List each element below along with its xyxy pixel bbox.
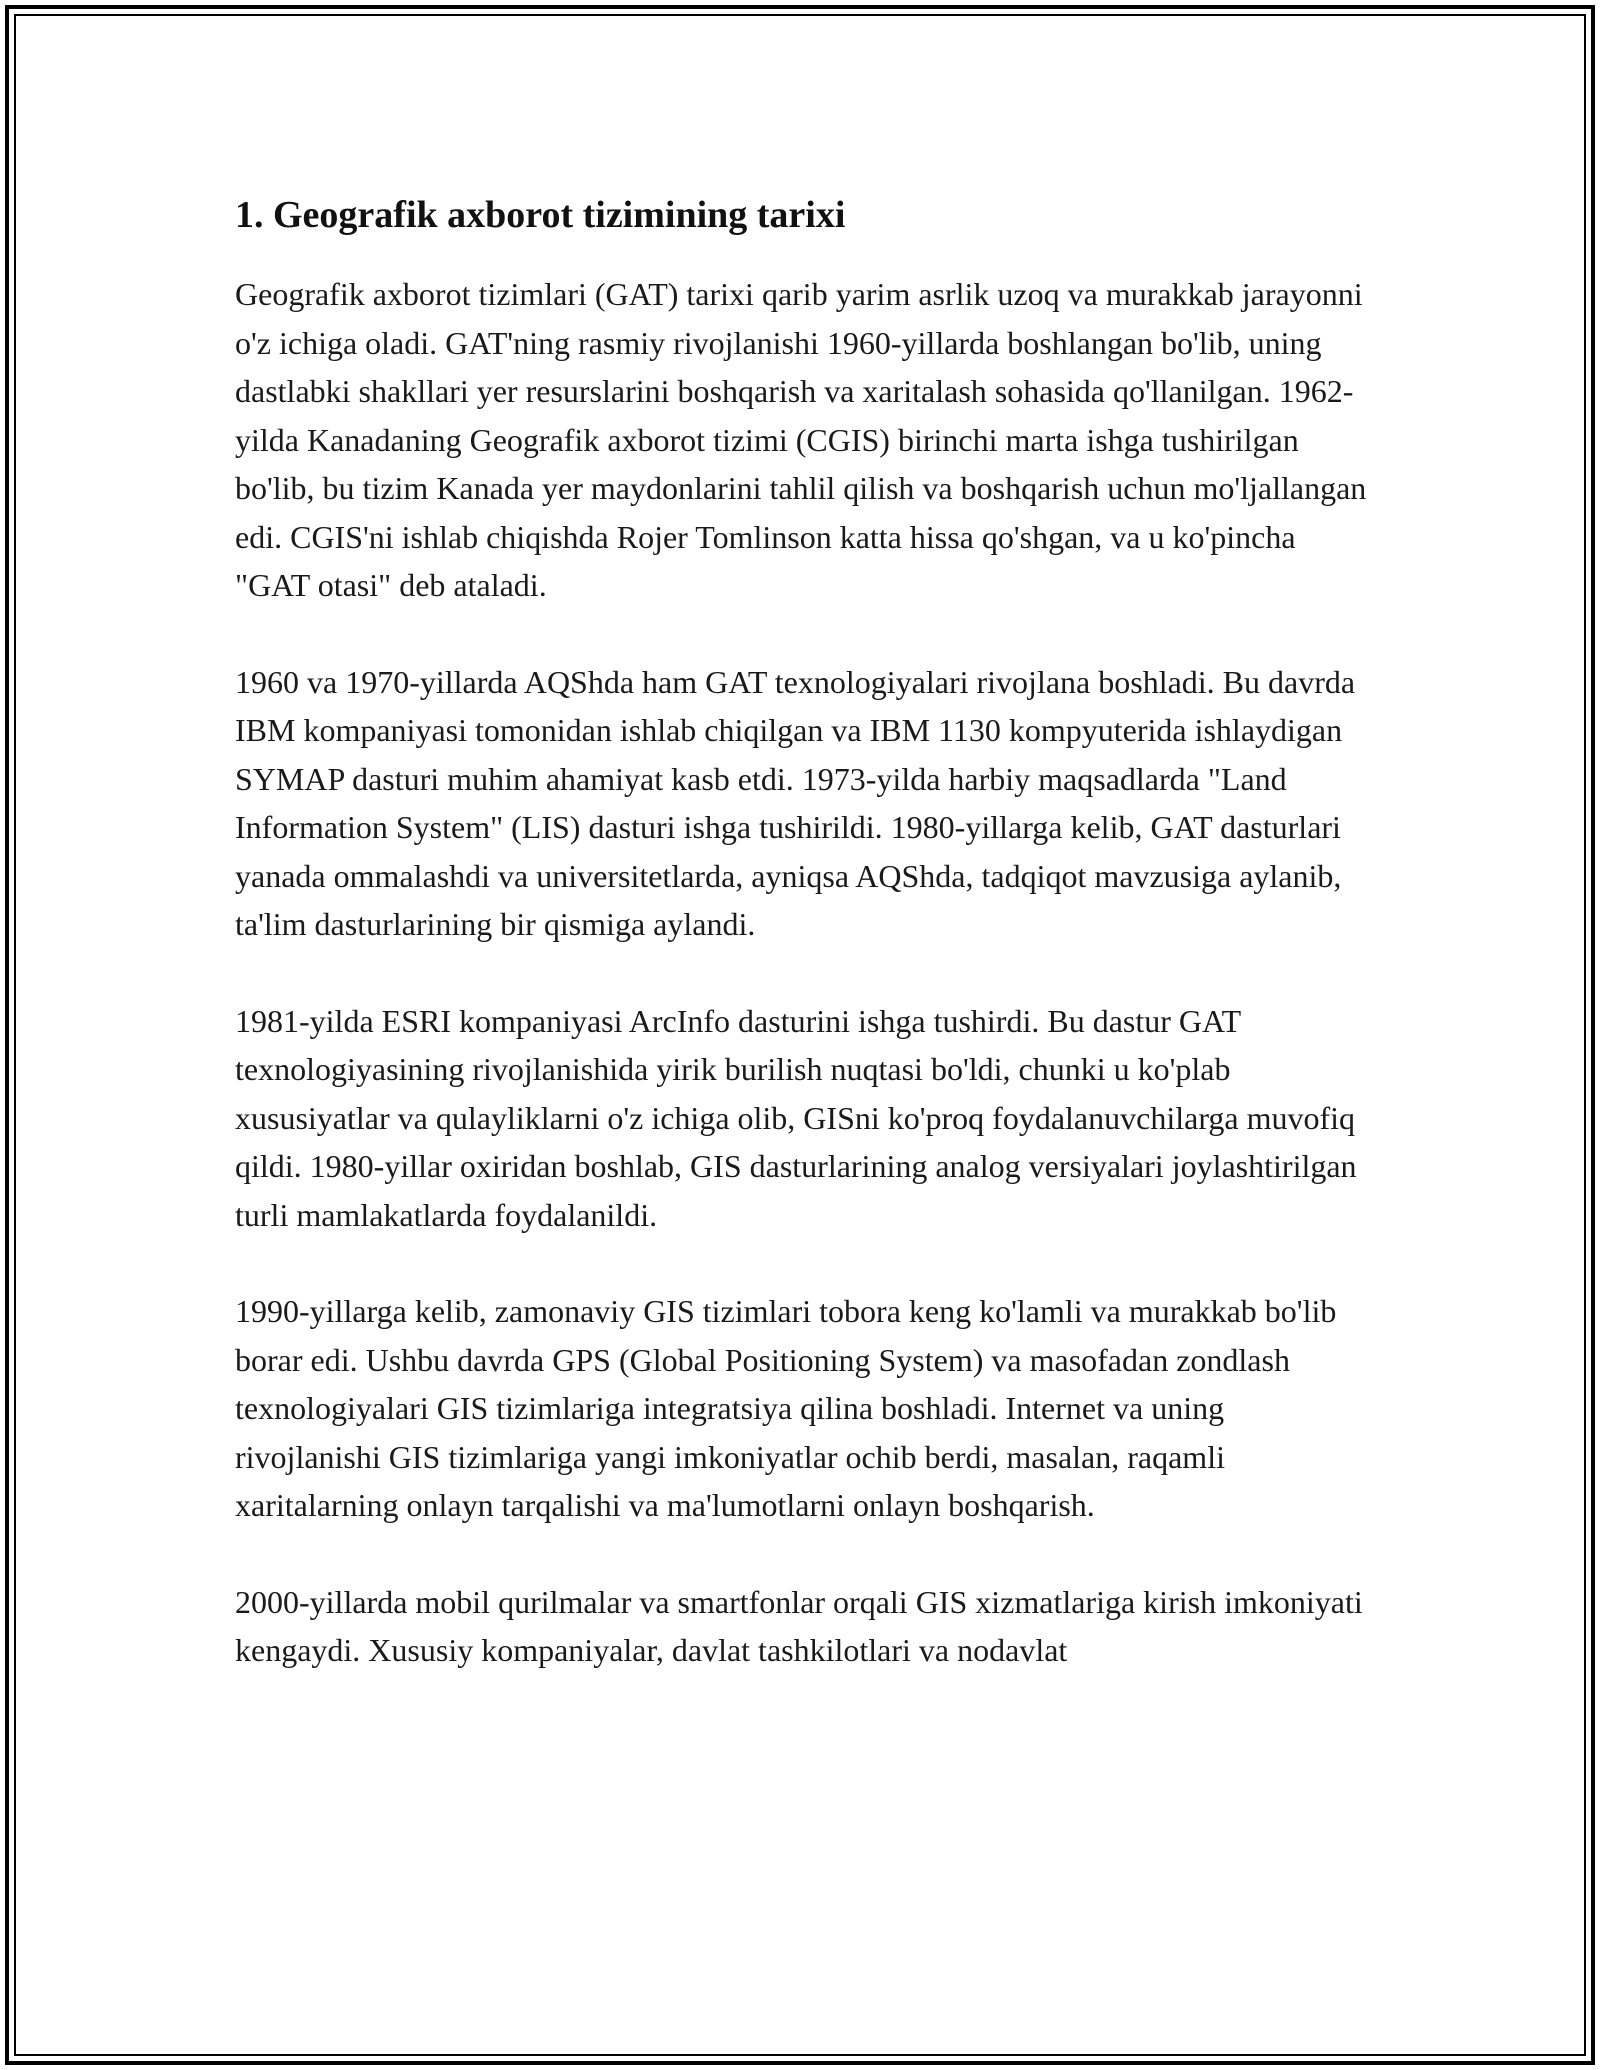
section-heading: 1. Geografik axborot tizimining tarixi: [235, 194, 846, 236]
paragraph-2: 1960 va 1970-yillarda AQShda ham GAT texnologiyalari rivojlana boshladi. Bu davrda IBM kompaniyasi tomonidan ishlab chiqilgan va IBM 1130 kompyuterida ishlaydigan SYMAP dasturi muhim ahamiyat kasb etdi. 1973-yilda harbiy maqsadlarda "Land Information System" (LIS) dasturi ishga tushirildi. 1980-yillarga kelib, GAT dasturlari yanada ommalashdi va universitetlarda, ayniqsa AQShda, tadqiqot mavzusiga aylanib, ta'lim dasturlarining bir qismiga aylandi.: [235, 663, 1356, 942]
paragraph-5: 2000-yillarda mobil qurilmalar va smartfonlar orqali GIS xizmatlariga kirish imkoniyati kengaydi. Xususiy kompaniyalar, davlat tashkilotlari va nodavlat: [235, 1583, 1363, 1668]
paragraph-3: 1981-yilda ESRI kompaniyasi ArcInfo dasturini ishga tushirdi. Bu dastur GAT texnologiyasining rivojlanishida yirik burilish nuqtasi bo'ldi, chunki u ko'plab xususiyatlar va qulayliklarni o'z ichiga olib, GISni ko'proq foydalanuvchilarga muvofiq qildi. 1980-yillar oxiridan boshlab, GIS dasturlarining analog versiyalari joylashtirilgan turli mamlakatlarda foydalanildi.: [235, 1002, 1357, 1233]
document-body: [235, 182, 1375, 1723]
paragraph-1: Geografik axborot tizimlari (GAT) tarixi qarib yarim asrlik uzoq va murakkab jarayonni o'z ichiga oladi. GAT'ning rasmiy rivojlanishi 1960-yillarda boshlangan bo'lib, uning dastlabki shakllari yer resurslarini boshqarish va xaritalash sohasida qo'llanilgan. 1962-yilda Kanadaning Geografik axborot tizimi (CGIS) birinchi marta ishga tushirilgan bo'lib, bu tizim Kanada yer maydonlarini tahlil qilish va boshqarish uchun mo'ljallangan edi. CGIS'ni ishlab chiqishda Rojer Tomlinson katta hissa qo'shgan, va u ko'pincha "GAT otasi" deb ataladi.: [235, 276, 1367, 603]
paragraph-4: 1990-yillarga kelib, zamonaviy GIS tizimlari tobora keng ko'lamli va murakkab bo'lib borar edi. Ushbu davrda GPS (Global Positioning System) va masofadan zondlash texnologiyalari GIS tizimlariga integratsiya qilina boshladi. Internet va uning rivojlanishi GIS tizimlariga yangi imkoniyatlar ochib berdi, masalan, raqamli xaritalarning onlayn tarqalishi va ma'lumotlarni onlayn boshqarish.: [235, 1293, 1337, 1523]
